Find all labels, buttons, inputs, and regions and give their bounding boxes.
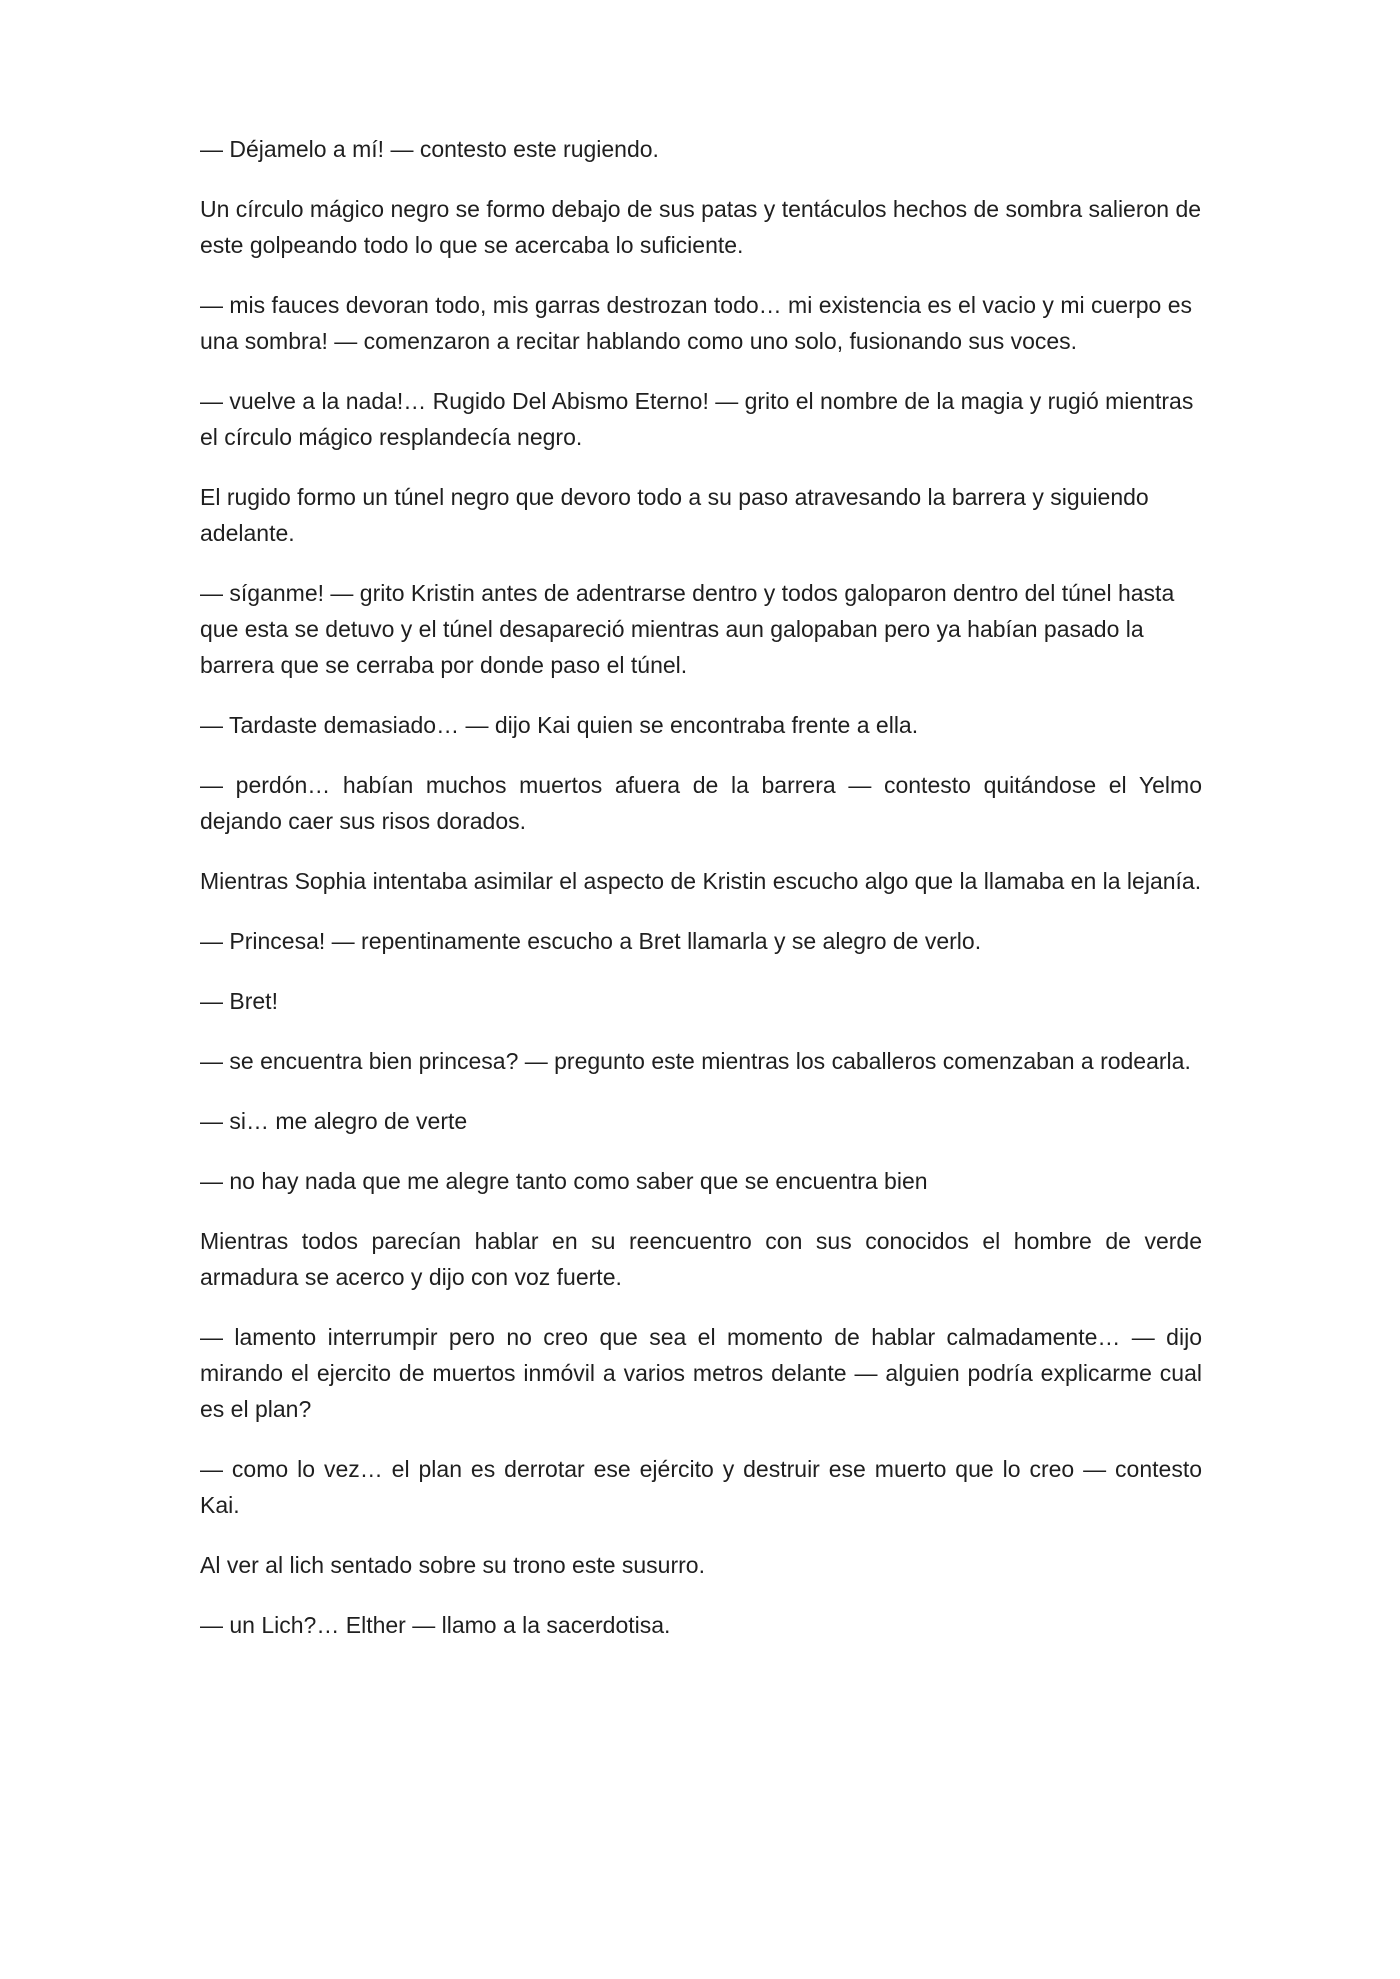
paragraph: Al ver al lich sentado sobre su trono este susurro. [200, 1552, 705, 1578]
paragraph: Mientras Sophia intentaba asimilar el aspecto de Kristin escucho algo que la llamaba en la lejanía. [200, 868, 1202, 894]
paragraph: — síganme! — grito Kristin antes de adentrarse dentro y todos galoparon dentro del túnel hasta que esta se detuvo y el túnel desapareció mientras aun galopaban pero ya habían pasado la barrera que se cerraba por donde paso el túnel. [200, 580, 1175, 678]
paragraph: — Tardaste demasiado… — dijo Kai quien se encontraba frente a ella. [200, 712, 919, 738]
paragraph: Un círculo mágico negro se formo debajo de sus patas y tentáculos hechos de sombra salieron de este golpeando todo lo que se acercaba lo suficiente. [200, 196, 1202, 258]
paragraph: Mientras todos parecían hablar en su reencuentro con sus conocidos el hombre de verde armadura se acerco y dijo con voz fuerte. [200, 1228, 1202, 1290]
paragraph: — perdón… habían muchos muertos afuera de la barrera — contesto quitándose el Yelmo dejando caer sus risos dorados. [200, 772, 1202, 834]
paragraph: El rugido formo un túnel negro que devoro todo a su paso atravesando la barrera y siguiendo adelante. [200, 484, 1149, 546]
paragraph: — no hay nada que me alegre tanto como saber que se encuentra bien [200, 1168, 928, 1194]
document-body [200, 131, 1202, 1667]
paragraph: — Déjamelo a mí! — contesto este rugiendo. [200, 136, 659, 162]
paragraph: — Bret! [200, 988, 278, 1014]
paragraph: — mis fauces devoran todo, mis garras destrozan todo… mi existencia es el vacio y mi cuerpo es una sombra! — comenzaron a recitar hablando como uno solo, fusionando sus voces. [200, 292, 1192, 354]
paragraph: — un Lich?… Elther — llamo a la sacerdotisa. [200, 1612, 671, 1638]
paragraph: — lamento interrumpir pero no creo que sea el momento de hablar calmadamente… — dijo mirando el ejercito de muertos inmóvil a varios metros delante — alguien podría explicarme cual es el plan? [200, 1324, 1202, 1422]
paragraph: — se encuentra bien princesa? — pregunto este mientras los caballeros comenzaban a rodearla. [200, 1048, 1191, 1074]
paragraph: — vuelve a la nada!… Rugido Del Abismo Eterno! — grito el nombre de la magia y rugió mientras el círculo mágico resplandecía negro. [200, 388, 1194, 450]
paragraph: — si… me alegro de verte [200, 1108, 468, 1134]
paragraph: — como lo vez… el plan es derrotar ese ejército y destruir ese muerto que lo creo — contesto Kai. [200, 1456, 1202, 1518]
paragraph: — Princesa! — repentinamente escucho a Bret llamarla y se alegro de verlo. [200, 928, 982, 954]
